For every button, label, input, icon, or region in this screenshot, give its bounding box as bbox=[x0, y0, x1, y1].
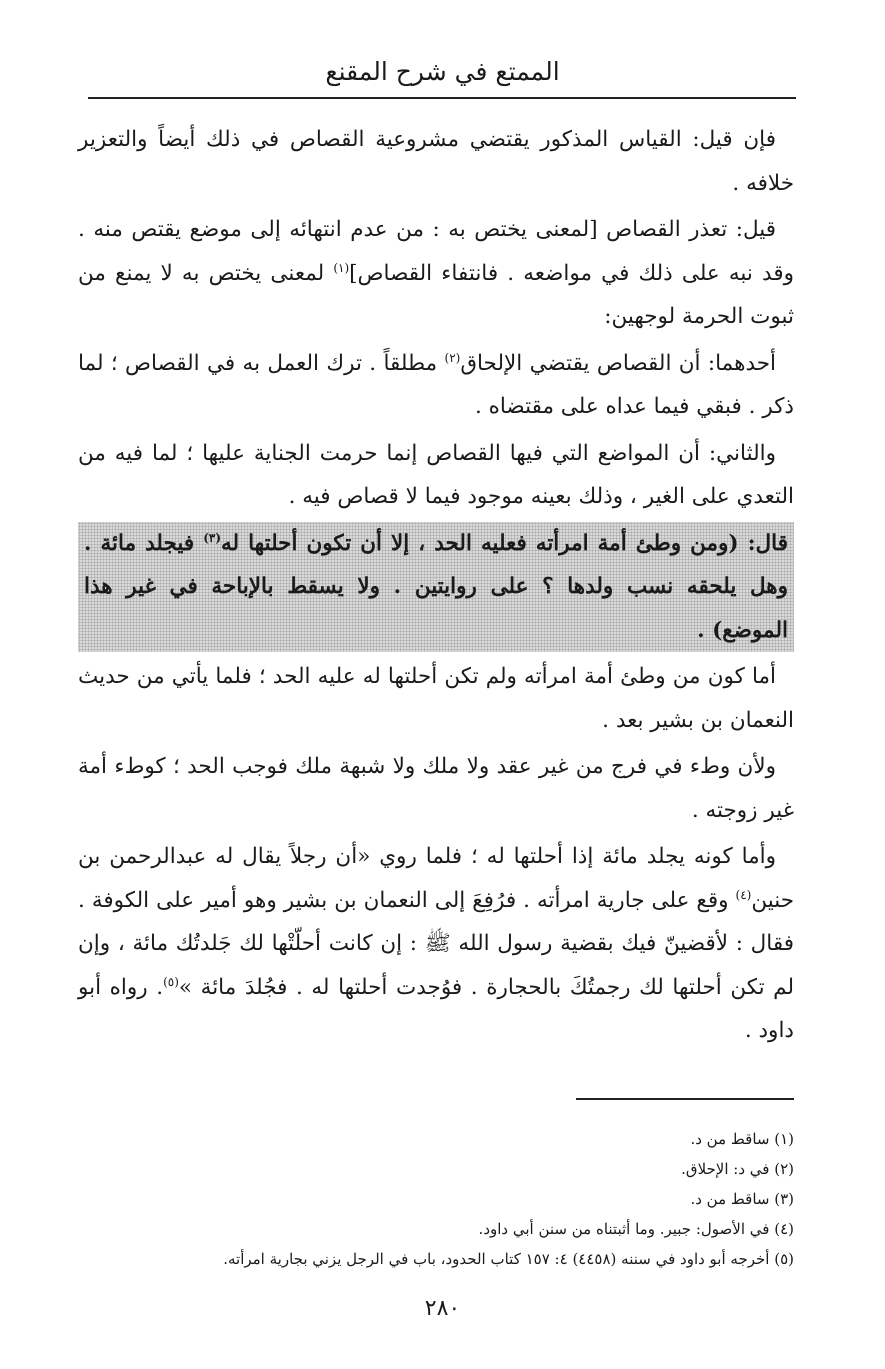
footnote-4: (٤) في الأصول: جبير. وما أثبتناه من سنن أبي داود. bbox=[478, 1220, 794, 1238]
footnote-divider bbox=[576, 1098, 794, 1100]
footnote-marker: (٤) bbox=[735, 887, 752, 902]
paragraph-text: لمعنى يختص به لا يمنع من ثبوت الحرمة لوجهين: bbox=[78, 260, 794, 329]
footnote-5: (٥) أخرجه أبو داود في سننه (٤٤٥٨) ٤: ١٥٧ كتاب الحدود، باب في الرجل يزني بجارية امرأته. bbox=[223, 1250, 794, 1268]
header-divider bbox=[88, 97, 796, 99]
quote-text: فيجلد مائة . وهل يلحقه نسب ولدها ؟ على روايتين . ولا يسقط بالإباحة في غير هذا الموضع) . bbox=[84, 530, 788, 643]
footnote-marker: (٣) bbox=[203, 530, 222, 545]
quote-text: قال: (ومن وطئ أمة امرأته فعليه الحد ، إلا أن تكون أحلتها له bbox=[221, 530, 788, 556]
paragraph-text: وقع على جارية امرأته . فرُفِعَ إلى النعمان بن بشير وهو أمير على الكوفة . فقال : لأقضينّ فيك بقضية رسول الله ﷺ : إن كانت أحلّتْها لك جَلدتُك مائة ، وإن لم تكن أحلتها لك رجمتُكَ بالحجارة . فوُجدت أحلتها له . فجُلدَ مائة » bbox=[78, 887, 795, 1000]
paragraph-text: قيل: تعذر القصاص [لمعنى يختص به : من عدم انتهائه إلى موضع يقتص منه . وقد نبه على ذلك في مواضعه . فانتفاء القصاص] bbox=[78, 217, 794, 286]
paragraph-text: والثاني: أن المواضع التي فيها القصاص إنما حرمت الجناية عليها ؛ لما فيه من التعدي على الغير ، وذلك بعينه موجود فيما لا قصاص فيه . bbox=[78, 440, 794, 509]
footnote-2: (٢) في د: الإحلاق. bbox=[681, 1160, 794, 1178]
footnote-marker: (١) bbox=[333, 260, 350, 275]
paragraph-reply bbox=[78, 208, 794, 339]
paragraph-hadith bbox=[78, 835, 794, 1053]
paragraph-text: مطلقاً . ترك العمل به في القصاص ؛ لما ذكر . فبقي فيما عداه على مقتضاه . bbox=[78, 350, 794, 419]
footnote-1: (١) ساقط من د. bbox=[690, 1130, 794, 1148]
paragraph-text: أحدهما: أن القصاص يقتضي الإلحاق bbox=[460, 350, 776, 376]
paragraph-text: وأما كونه يجلد مائة إذا أحلتها له ؛ فلما روي «أن رجلاً يقال له عبدالرحمن بن حنين bbox=[78, 844, 794, 913]
paragraph-text: فإن قيل: القياس المذكور يقتضي مشروعية القصاص في ذلك أيضاً والتعزير خلافه . bbox=[78, 127, 794, 196]
paragraph-explanation bbox=[78, 655, 794, 742]
paragraph-analogy bbox=[78, 745, 794, 832]
matn-quote-block bbox=[78, 522, 794, 653]
footnotes bbox=[78, 1124, 794, 1274]
paragraph-second-reason bbox=[78, 432, 794, 519]
footnote-3: (٣) ساقط من د. bbox=[690, 1190, 794, 1208]
paragraph-text: أما كون من وطئ أمة امرأته ولم تكن أحلتها له عليه الحد ؛ فلما يأتي من حديث النعمان بن بشير بعد . bbox=[78, 664, 794, 733]
footnote-marker: (٥) bbox=[163, 974, 179, 989]
paragraph-text: . رواه أبو داود . bbox=[78, 974, 794, 1043]
paragraph-first-reason bbox=[78, 342, 794, 429]
paragraph-text: ولأن وطء في فرج من غير عقد ولا ملك ولا شبهة ملك فوجب الحد ؛ كوطء أمة غير زوجته . bbox=[78, 754, 794, 823]
paragraph-objection bbox=[78, 118, 794, 205]
main-text bbox=[78, 118, 794, 1056]
page-number: ٢٨٠ bbox=[424, 1296, 461, 1321]
running-header: الممتع في شرح المقنع bbox=[325, 57, 560, 86]
footnote-marker: (٢) bbox=[444, 350, 461, 365]
